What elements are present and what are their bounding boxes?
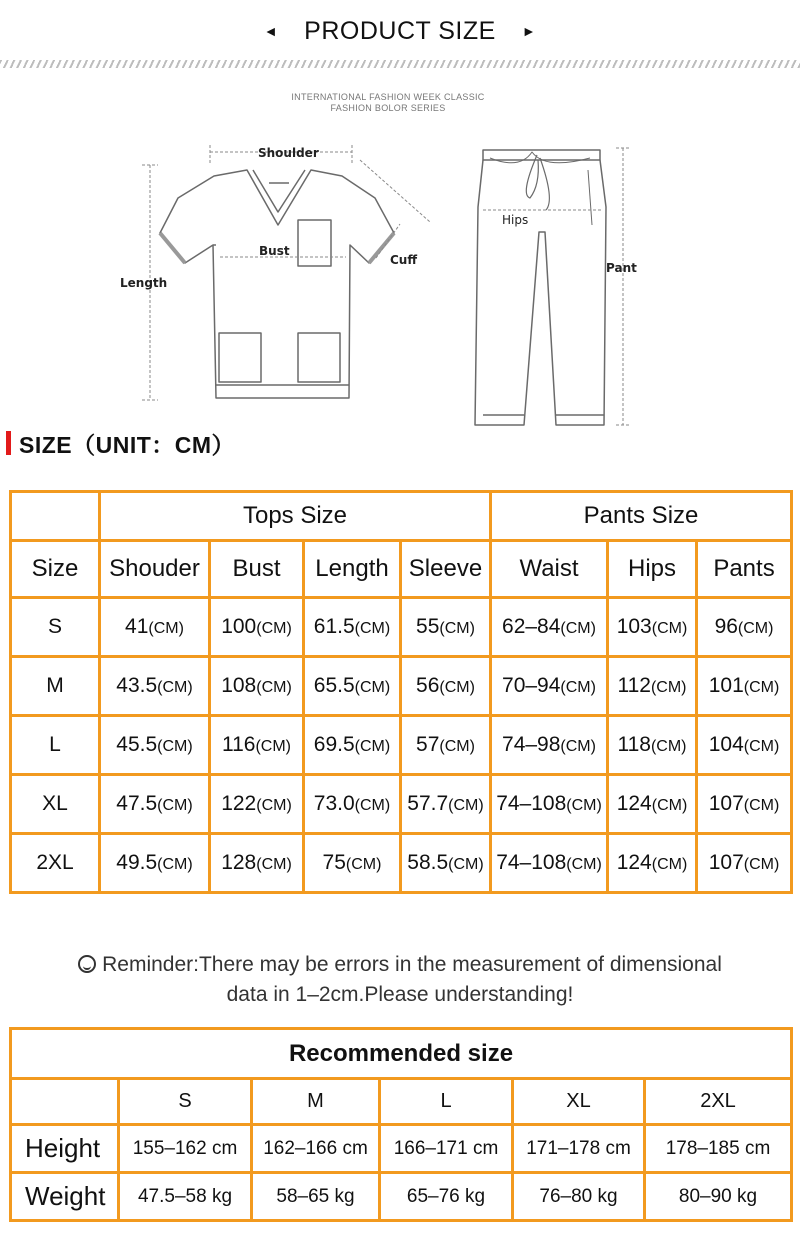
subtitle-line-2: FASHION BOLOR SERIES <box>330 103 446 113</box>
length-value: 75 <box>322 851 346 874</box>
sleeve-value: 57 <box>416 733 440 756</box>
col-header-sleeve: Sleeve <box>401 541 491 598</box>
hips-value: 112 <box>617 674 651 697</box>
sleeve-cell <box>401 834 491 893</box>
length-value: 61.5 <box>313 615 355 638</box>
height-value-cell: 155–162 cm <box>119 1125 252 1173</box>
scrub-pants-drawing <box>475 150 606 425</box>
bust-value: 122 <box>221 792 257 815</box>
reminder-line-1: Reminder:There may be errors in the measurement of dimensional <box>102 953 722 976</box>
bust-cell <box>210 834 304 893</box>
length-cell <box>304 834 401 893</box>
waist-cell <box>491 716 608 775</box>
col-header-shoulder: Shouder <box>100 541 210 598</box>
unit-label: (CM) <box>651 856 688 873</box>
shoulder-value: 45.5 <box>116 733 158 756</box>
unit-label: (CM) <box>743 797 780 814</box>
height-value-cell: 178–185 cm <box>645 1125 792 1173</box>
hips-cell <box>608 775 697 834</box>
unit-label: (CM) <box>560 620 596 637</box>
recommended-size-cell: S <box>119 1079 252 1125</box>
waist-cell <box>491 657 608 716</box>
unit-label: (CM) <box>560 679 596 696</box>
size-cell: L <box>11 716 100 775</box>
hips-value: 124 <box>616 851 652 874</box>
shoulder-value: 49.5 <box>116 851 158 874</box>
unit-label: (CM) <box>255 738 292 755</box>
unit-label: (CM) <box>157 679 193 696</box>
unit-label: (CM) <box>651 620 688 637</box>
bust-cell <box>210 716 304 775</box>
unit-label: (CM) <box>560 738 596 755</box>
sleeve-cell <box>401 716 491 775</box>
pants-size-header: Pants Size <box>491 492 792 541</box>
shoulder-value: 41 <box>125 615 149 638</box>
reminder-note <box>0 950 800 1010</box>
hips-value: 124 <box>616 792 652 815</box>
unit-label: (CM) <box>439 738 475 755</box>
size-cell: 2XL <box>11 834 100 893</box>
bust-cell <box>210 775 304 834</box>
pants-cell <box>697 657 792 716</box>
pants-cell <box>697 834 792 893</box>
length-value: 73.0 <box>313 792 355 815</box>
recommended-size-cell: M <box>252 1079 380 1125</box>
size-row <box>11 775 792 834</box>
pants-value: 107 <box>708 851 744 874</box>
unit-label: (CM) <box>256 856 292 873</box>
shoulder-cell <box>100 598 210 657</box>
shoulder-cell <box>100 657 210 716</box>
sleeve-value: 55 <box>416 615 440 638</box>
pant-label: Pant <box>606 261 637 275</box>
length-cell <box>304 716 401 775</box>
length-cell <box>304 775 401 834</box>
unit-label: (CM) <box>743 856 780 873</box>
size-chart-table <box>9 490 793 894</box>
hips-cell <box>608 657 697 716</box>
waist-value: 74–108 <box>496 792 567 815</box>
sleeve-value: 57.7 <box>407 792 449 815</box>
size-cell: S <box>11 598 100 657</box>
size-row <box>11 716 792 775</box>
shoulder-cell <box>100 716 210 775</box>
empty-corner-cell <box>11 492 100 541</box>
hips-label: Hips <box>502 213 529 227</box>
recommended-size-row <box>11 1079 792 1125</box>
length-value: 65.5 <box>313 674 355 697</box>
subtitle-line-1: INTERNATIONAL FASHION WEEK CLASSIC <box>291 92 485 102</box>
unit-label: (CM) <box>737 620 774 637</box>
garment-measurement-diagram <box>0 0 800 440</box>
col-header-pants: Pants <box>697 541 792 598</box>
size-cell: M <box>11 657 100 716</box>
recommended-size-cell: L <box>380 1079 513 1125</box>
unit-label: (CM) <box>157 856 193 873</box>
sleeve-cell <box>401 657 491 716</box>
pants-cell <box>697 775 792 834</box>
waist-cell <box>491 834 608 893</box>
sleeve-value: 56 <box>416 674 440 697</box>
waist-value: 62–84 <box>502 615 561 638</box>
height-label: Height <box>11 1125 119 1173</box>
hips-value: 103 <box>616 615 652 638</box>
hips-cell <box>608 716 697 775</box>
size-row <box>11 834 792 893</box>
scrub-top-drawing <box>160 170 394 398</box>
unit-label: (CM) <box>256 620 292 637</box>
length-label: Length <box>120 276 168 290</box>
shoulder-value: 43.5 <box>116 674 158 697</box>
shoulder-cell <box>100 834 210 893</box>
size-cell: XL <box>11 775 100 834</box>
unit-label: (CM) <box>448 797 484 814</box>
hips-value: 118 <box>617 733 651 756</box>
unit-label: (CM) <box>566 797 602 814</box>
unit-label: (CM) <box>651 797 688 814</box>
weight-value-cell: 76–80 kg <box>513 1173 645 1221</box>
unit-label: (CM) <box>256 797 292 814</box>
smile-icon <box>78 955 96 973</box>
unit-label: (CM) <box>354 797 391 814</box>
recommended-title-row <box>11 1029 792 1079</box>
weight-value-cell: 58–65 kg <box>252 1173 380 1221</box>
recommended-size-cell: XL <box>513 1079 645 1125</box>
unit-label: (CM) <box>345 856 382 873</box>
unit-label: (CM) <box>354 738 391 755</box>
sleeve-cell <box>401 775 491 834</box>
recommended-size-cell: 2XL <box>645 1079 792 1125</box>
right-arrow-icon: ► <box>521 23 537 39</box>
size-row <box>11 598 792 657</box>
unit-label: (CM) <box>439 620 475 637</box>
pants-value: 104 <box>708 733 744 756</box>
hips-cell <box>608 598 697 657</box>
length-cell <box>304 657 401 716</box>
col-header-bust: Bust <box>210 541 304 598</box>
bust-value: 108 <box>221 674 257 697</box>
weight-value-cell: 65–76 kg <box>380 1173 513 1221</box>
pants-value: 107 <box>708 792 744 815</box>
size-unit-heading <box>6 430 235 456</box>
reminder-line-2: data in 1–2cm.Please understanding! <box>226 983 574 1006</box>
group-header-row <box>11 492 792 541</box>
unit-label: (CM) <box>148 620 184 637</box>
unit-label: (CM) <box>650 738 687 755</box>
pants-value: 101 <box>708 674 744 697</box>
unit-label: (CM) <box>566 856 602 873</box>
cuff-label: Cuff <box>390 253 418 267</box>
pants-cell <box>697 716 792 775</box>
shoulder-value: 47.5 <box>116 792 158 815</box>
weight-label: Weight <box>11 1173 119 1221</box>
red-accent-bar <box>6 431 11 455</box>
pants-cell <box>697 598 792 657</box>
tops-size-header: Tops Size <box>100 492 491 541</box>
unit-label: (CM) <box>439 679 475 696</box>
height-value-cell: 162–166 cm <box>252 1125 380 1173</box>
sleeve-value: 58.5 <box>407 851 449 874</box>
col-header-waist: Waist <box>491 541 608 598</box>
header-title-text: PRODUCT SIZE <box>304 17 496 45</box>
recommended-size-table <box>9 1027 793 1222</box>
unit-label: (CM) <box>448 856 484 873</box>
length-value: 69.5 <box>313 733 355 756</box>
bust-value: 100 <box>221 615 257 638</box>
empty-corner-cell <box>11 1079 119 1125</box>
bust-value: 116 <box>221 733 256 756</box>
unit-label: (CM) <box>743 679 780 696</box>
waist-cell <box>491 775 608 834</box>
waist-cell <box>491 598 608 657</box>
recommended-title: Recommended size <box>11 1029 792 1079</box>
unit-label: (CM) <box>743 738 780 755</box>
left-arrow-icon: ◄ <box>263 23 279 39</box>
bust-cell <box>210 598 304 657</box>
waist-value: 74–108 <box>496 851 567 874</box>
height-value-cell: 166–171 cm <box>380 1125 513 1173</box>
unit-label: (CM) <box>157 738 193 755</box>
height-value-cell: 171–178 cm <box>513 1125 645 1173</box>
weight-value-cell: 47.5–58 kg <box>119 1173 252 1221</box>
size-unit-text: SIZE（UNIT：CM） <box>19 431 236 458</box>
shoulder-label: Shoulder <box>258 146 319 160</box>
waist-value: 70–94 <box>502 674 561 697</box>
waist-value: 74–98 <box>502 733 561 756</box>
size-rows <box>11 598 792 893</box>
unit-label: (CM) <box>354 620 391 637</box>
height-row <box>11 1125 792 1173</box>
bust-label: Bust <box>259 244 290 258</box>
col-header-hips: Hips <box>608 541 697 598</box>
column-header-row <box>11 541 792 598</box>
weight-value-cell: 80–90 kg <box>645 1173 792 1221</box>
sleeve-cell <box>401 598 491 657</box>
unit-label: (CM) <box>354 679 391 696</box>
length-cell <box>304 598 401 657</box>
unit-label: (CM) <box>256 679 292 696</box>
col-header-size: Size <box>11 541 100 598</box>
bust-cell <box>210 657 304 716</box>
pants-value: 96 <box>714 615 738 638</box>
weight-row <box>11 1173 792 1221</box>
bust-value: 128 <box>221 851 257 874</box>
hips-cell <box>608 834 697 893</box>
unit-label: (CM) <box>650 679 687 696</box>
unit-label: (CM) <box>157 797 193 814</box>
size-row <box>11 657 792 716</box>
shoulder-cell <box>100 775 210 834</box>
col-header-length: Length <box>304 541 401 598</box>
